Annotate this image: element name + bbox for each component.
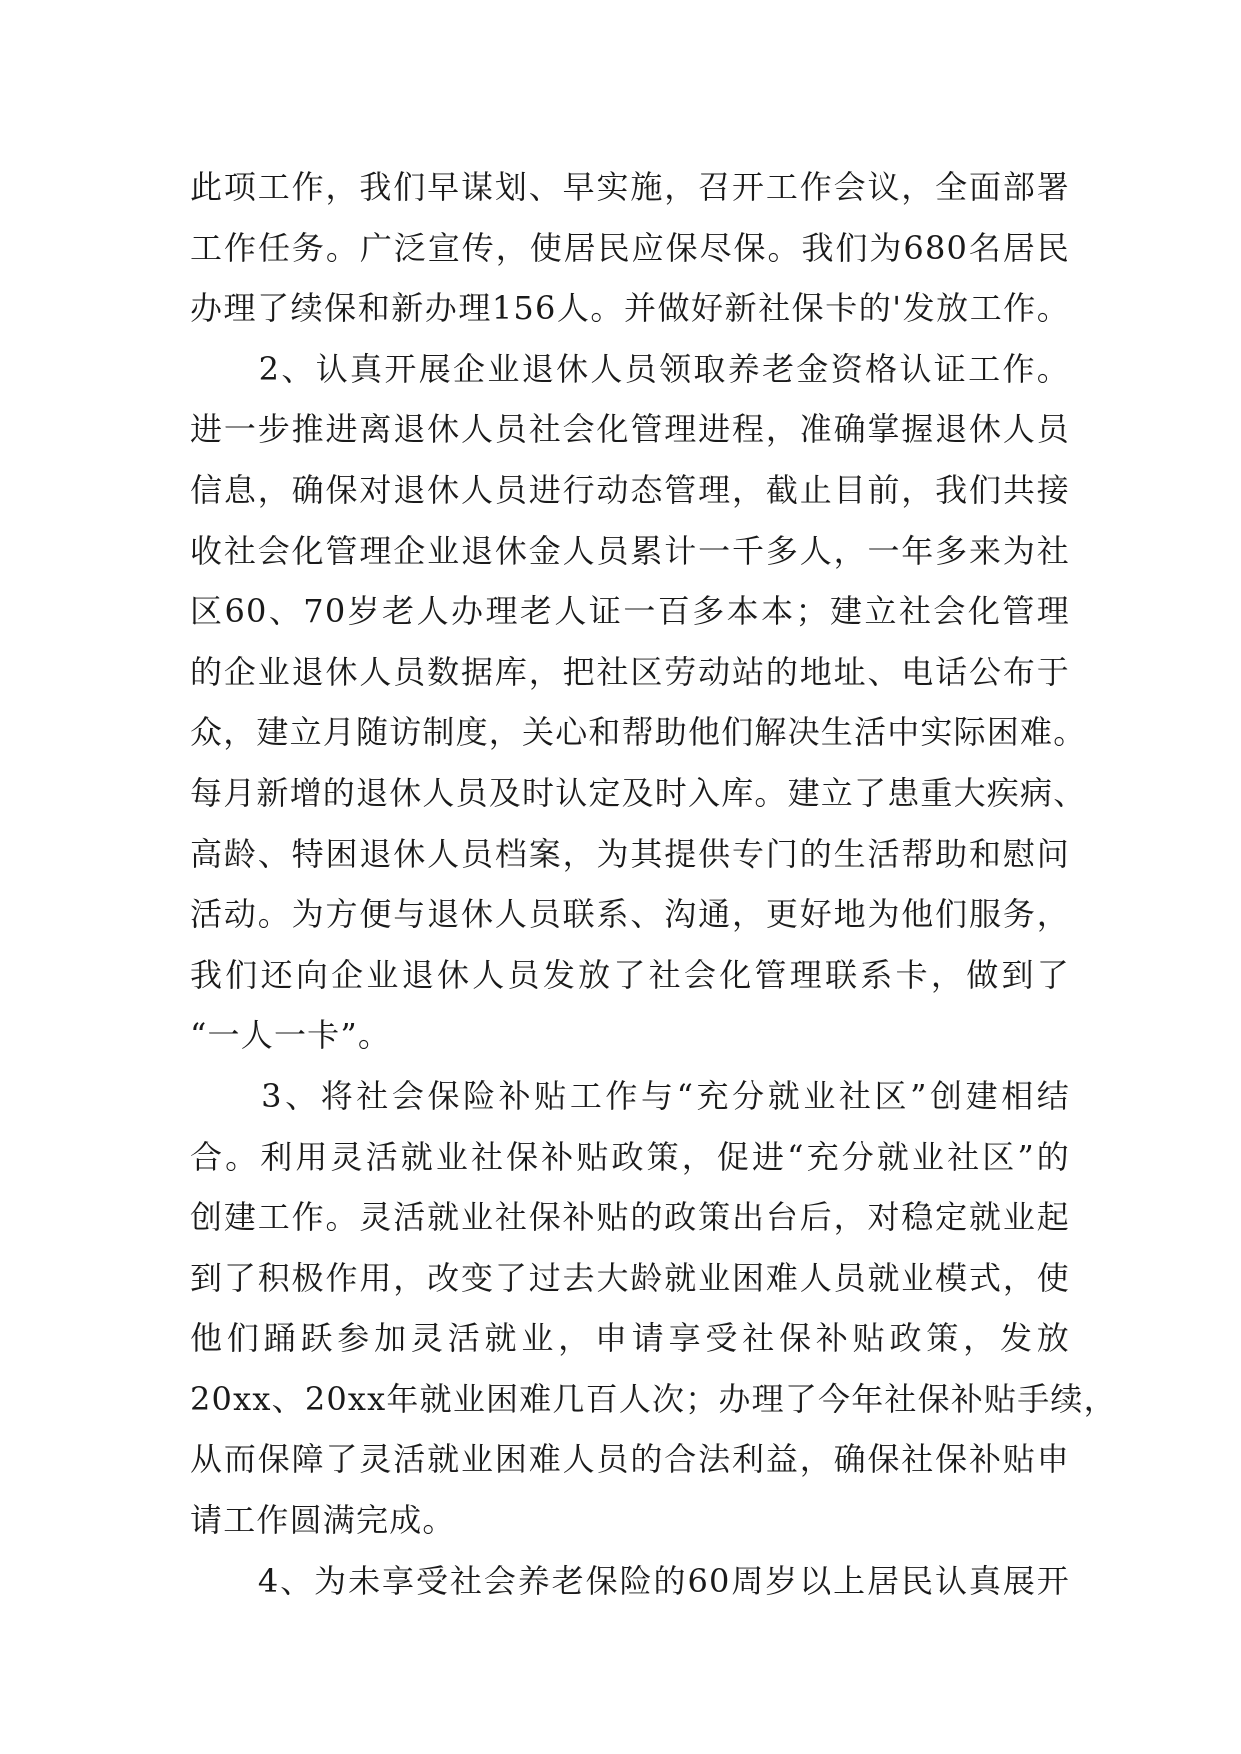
text-line: 办理了续保和新办理156人。并做好新社保卡的'发放工作。: [190, 289, 1070, 328]
text-line: 他们踊跃参加灵活就业，申请享受社保补贴政策，发放: [190, 1319, 1070, 1358]
text-line: 信息，确保对退休人员进行动态管理，截止目前，我们共接: [190, 470, 1070, 509]
text-line: 活动。为方便与退休人员联系、沟通，更好地为他们服务，: [190, 895, 1070, 934]
text-line: 合。利用灵活就业社保补贴政策，促进“充分就业社区”的: [190, 1137, 1070, 1176]
text-line: 此项工作，我们早谋划、早实施，召开工作会议，全面部署: [190, 168, 1070, 206]
text-line: 每月新增的退休人员及时认定及时入库。建立了患重大疾病、: [190, 773, 1087, 812]
document-body: [190, 157, 1117, 1611]
text-line: “一人一卡”。: [190, 1016, 392, 1055]
text-line: 区60、70岁老人办理老人证一百多本本；建立社会化管理: [190, 592, 1070, 631]
text-line: 高龄、特困退休人员档案，为其提供专门的生活帮助和慰问: [190, 834, 1070, 873]
text-line: 众，建立月随访制度，关心和帮助他们解决生活中实际困难。: [190, 713, 1087, 752]
text-line: 请工作圆满完成。: [190, 1501, 456, 1540]
text-line: 20xx、20xx年就业困难几百人次；办理了今年社保补贴手续，: [190, 1379, 1117, 1418]
text-line: 工作任务。广泛宣传，使居民应保尽保。我们为680名居民: [190, 228, 1070, 267]
text-line: 我们还向企业退休人员发放了社会化管理联系卡，做到了: [190, 955, 1070, 994]
text-line: 到了积极作用，改变了过去大龄就业困难人员就业模式，使: [190, 1258, 1070, 1297]
text-line: 2、认真开展企业退休人员领取养老金资格认证工作。: [190, 349, 1070, 388]
text-line: 进一步推进离退休人员社会化管理进程，准确掌握退休人员: [190, 410, 1070, 449]
text-line: 3、将社会保险补贴工作与“充分就业社区”创建相结: [190, 1076, 1070, 1115]
text-line: 创建工作。灵活就业社保补贴的政策出台后，对稳定就业起: [190, 1198, 1070, 1237]
text-line: 从而保障了灵活就业困难人员的合法利益，确保社保补贴申: [190, 1440, 1070, 1479]
text-line: 4、为未享受社会养老保险的60周岁以上居民认真展开: [190, 1561, 1070, 1600]
text-line: 收社会化管理企业退休金人员累计一千多人，一年多来为社: [190, 531, 1070, 570]
text-line: 的企业退休人员数据库，把社区劳动站的地址、电话公布于: [190, 652, 1070, 691]
